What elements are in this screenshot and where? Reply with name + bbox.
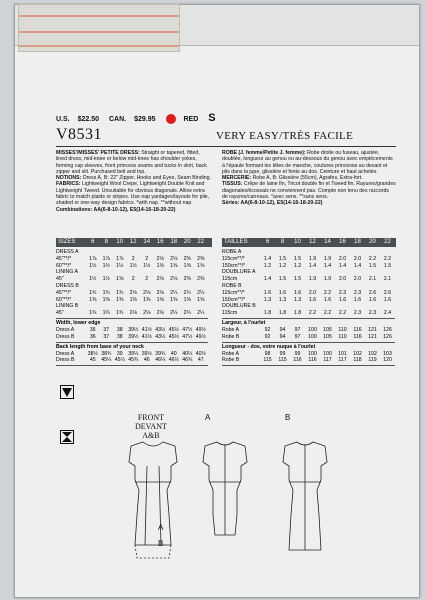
table-cell: 1.4 <box>263 255 272 262</box>
table-cell: 40½ <box>195 350 206 357</box>
table-cell: 2⅛ <box>129 289 137 296</box>
table-cell: 97 <box>294 327 301 333</box>
table-cell: 94 <box>279 333 286 340</box>
table-cell: 45½ <box>168 327 179 333</box>
row-label: 45" <box>56 276 64 283</box>
table-cell: 1½ <box>89 262 97 269</box>
size-8: 8 <box>280 239 285 245</box>
row-label: ROBE A <box>222 249 242 255</box>
price-line: U.S. $22.50 CAN. $29.95 RED S <box>56 112 216 124</box>
front-label: FRONT DEVANT A&B <box>135 413 167 440</box>
table-cell: 2.3 <box>368 310 377 317</box>
table-cell: 2.2 <box>383 255 392 262</box>
table-row <box>222 249 260 255</box>
table-cell: 1.4 <box>323 262 332 269</box>
table-cell: 38 <box>116 333 123 340</box>
table-cell: 99 <box>294 350 301 357</box>
size-22: 22 <box>384 239 391 245</box>
table-row <box>56 357 208 363</box>
red-dot-icon <box>166 114 176 124</box>
table-cell: 2.3 <box>353 310 362 317</box>
front-b-label: B <box>158 539 164 548</box>
size-20: 20 <box>183 239 191 245</box>
table-cell: 1⅝ <box>183 262 191 269</box>
table-cell: 1.5 <box>293 276 302 283</box>
row-label: 115cm**/* <box>222 289 245 296</box>
row-label: LINING B <box>56 303 79 310</box>
table-cell: 45½ <box>168 333 179 340</box>
table-cell: 2¼ <box>197 310 205 317</box>
table-cell: 2.2 <box>308 310 317 317</box>
table-row <box>222 269 260 275</box>
table-cell: 92 <box>264 327 271 333</box>
size-16: 16 <box>156 239 164 245</box>
row-label: 115cm**/* <box>222 255 245 262</box>
table-cell: 1.8 <box>263 310 272 317</box>
table-cell: 47 <box>197 357 204 364</box>
view-b-label: B <box>285 413 291 422</box>
table-cell: 1.4 <box>338 262 347 269</box>
table-cell: 126 <box>383 327 392 333</box>
table-cell: 2⅜ <box>197 255 205 262</box>
table-row <box>56 351 208 357</box>
table-cell: 118 <box>353 357 362 364</box>
size-6: 6 <box>91 239 95 245</box>
table-cell: 46 <box>143 357 150 364</box>
table-cell: 2.3 <box>353 289 362 296</box>
table-cell: 1¾ <box>102 289 110 296</box>
table-cell: 116 <box>293 357 302 364</box>
table-divider <box>222 318 395 319</box>
size-20: 20 <box>369 239 376 245</box>
table-cell: 1.5 <box>278 255 287 262</box>
table-cell: 117 <box>323 357 332 364</box>
table-divider <box>56 342 208 343</box>
table-cell: 1⅞ <box>102 255 110 262</box>
table-cell: 2 <box>145 276 149 283</box>
row-label: 150cm**/* <box>222 262 246 269</box>
table-row <box>56 263 208 269</box>
table-cell: 1.6 <box>383 296 392 303</box>
table-cell: 94 <box>279 327 286 333</box>
size-14: 14 <box>143 239 151 245</box>
table-cell: 2¼ <box>170 289 178 296</box>
table-cell: 117 <box>338 357 347 364</box>
size-12: 12 <box>309 239 316 245</box>
table-cell: 2¼ <box>183 289 191 296</box>
row-label: Dress B <box>56 357 75 364</box>
table-cell: 1.5 <box>368 262 377 269</box>
table-row <box>222 327 395 333</box>
table-row <box>222 310 395 316</box>
table-cell: 2⅛ <box>143 289 151 296</box>
table-cell: 1.9 <box>323 276 332 283</box>
table-cell: 115 <box>263 357 272 364</box>
table-cell: 2.2 <box>323 310 332 317</box>
table-cell: 1¾ <box>102 310 110 317</box>
table-section-label: Longueur - dos, votre nuque à l'ourlet <box>222 343 316 350</box>
row-label: Dress A <box>56 327 75 333</box>
table-cell: 2.1 <box>368 276 377 283</box>
table-row <box>222 351 395 357</box>
table-cell: 1⅜ <box>102 296 110 303</box>
table-cell: 1.3 <box>278 296 287 303</box>
shorten-symbol-icon <box>60 430 74 444</box>
table-cell: 2⅜ <box>183 255 191 262</box>
table-cell: 43½ <box>155 333 166 340</box>
table-cell: 1.6 <box>308 296 317 303</box>
table-cell: 1.6 <box>353 296 362 303</box>
table-cell: 1⅞ <box>116 255 124 262</box>
row-label: 115cm <box>222 276 238 283</box>
table-cell: 2.6 <box>368 289 377 296</box>
table-cell: 116 <box>308 357 317 364</box>
table-cell: 2⅛ <box>170 276 178 283</box>
table-cell: 121 <box>368 327 377 333</box>
table-cell: 1.9 <box>323 255 332 262</box>
row-label: 60"**/* <box>56 296 72 303</box>
table-cell: 1½ <box>89 276 97 283</box>
table-cell: 2 <box>145 255 149 262</box>
size-18: 18 <box>354 239 361 245</box>
table-section-label: Largeur, à l'ourlet <box>222 320 266 326</box>
row-label: Robe B <box>222 357 240 364</box>
table-cell: 1.4 <box>263 276 272 283</box>
table-cell: 2⅛ <box>143 310 151 317</box>
table-cell: 45½ <box>114 357 125 364</box>
divider <box>56 146 396 147</box>
front-a-label: A <box>158 523 164 532</box>
table-cell: 39½ <box>128 327 139 333</box>
table-cell: 1.5 <box>293 255 302 262</box>
table-cell: 47½ <box>182 333 193 340</box>
table-cell: 43½ <box>155 327 166 333</box>
table-cell: 105 <box>323 327 332 333</box>
table-cell: 2⅛ <box>156 276 164 283</box>
table-row <box>56 276 208 282</box>
table-cell: 1¾ <box>116 289 124 296</box>
row-label: DRESS B <box>56 283 79 289</box>
table-cell: 1⅝ <box>197 296 205 303</box>
table-cell: 1.5 <box>383 262 392 269</box>
row-label: LINING A <box>56 269 78 276</box>
table-row <box>222 283 260 289</box>
lengthen-symbol-icon <box>60 385 74 399</box>
table-cell: 37 <box>103 333 110 340</box>
table-cell: 2.2 <box>323 289 332 296</box>
table-cell: 2 <box>131 255 135 262</box>
table-row <box>222 357 395 363</box>
table-row <box>222 276 395 282</box>
size-22: 22 <box>197 239 205 245</box>
row-label: DRESS A <box>56 249 79 255</box>
table-cell: 100 <box>323 350 332 357</box>
row-label: 115cm <box>222 310 238 317</box>
table-cell: 1½ <box>116 262 124 269</box>
table-cell: 1⅝ <box>156 296 164 303</box>
table-cell: 47½ <box>182 327 193 333</box>
table-cell: 1⅝ <box>170 296 178 303</box>
table-cell: 1⅜ <box>116 296 124 303</box>
table-cell: 100 <box>308 327 317 333</box>
table-cell: 116 <box>353 327 362 333</box>
table-cell: 2⅛ <box>156 289 164 296</box>
table-cell: 38 <box>116 327 123 333</box>
table-cell: 1½ <box>102 262 110 269</box>
table-cell: 1.2 <box>263 262 272 269</box>
table-cell: 1.8 <box>293 310 302 317</box>
table-cell: 1⅝ <box>170 262 178 269</box>
table-cell: 38¾ <box>101 350 112 357</box>
table-cell: 110 <box>338 327 347 333</box>
table-cell: 45¾ <box>128 357 139 364</box>
table-row <box>56 327 208 333</box>
french-description: ROBE (J. femme/Petite J. femme): Robe droite ou fuseau, ajustée, doublée, longueur au genou ou au-dessous du genou avec empiècements à l'épaule formant les têtes de manche, coutures princesse au devant et plis dans la jupe, glissière et fente au dos. Ceinture et haut achetés. MERCERIE: Robe A, B: Glissière (55cm), Agrafes, Extra-fort. TISSUS: Crêpe de laine fin, Tricot double fin et Tweed fin. Rayures/grandes diagonales/écossais ne conviennent pas. Compte non tenu des raccords de rayures/carreaux. *avec sens. **sans sens. Séries: AA(6-8-10-12), E5(14-16-18-20-22) <box>222 150 396 207</box>
table-cell: 1⅝ <box>116 276 124 283</box>
table-cell: 1½ <box>102 276 110 283</box>
table-cell: 1.6 <box>368 296 377 303</box>
size-12: 12 <box>129 239 137 245</box>
table-cell: 101 <box>338 350 347 357</box>
table-cell: 40¼ <box>182 350 193 357</box>
row-label: Dress A <box>56 350 75 357</box>
table-row <box>56 310 208 316</box>
table-cell: 116 <box>353 333 362 340</box>
table-divider <box>222 342 395 343</box>
table-cell: 1.4 <box>353 262 362 269</box>
table-cell: 1½ <box>129 262 137 269</box>
table-cell: 119 <box>368 357 377 364</box>
table-cell: 41½ <box>141 327 152 333</box>
row-label: 45" <box>56 310 64 317</box>
table-cell: 2¼ <box>170 310 178 317</box>
table-cell: 120 <box>383 357 392 364</box>
table-cell: 110 <box>338 333 347 340</box>
table-cell: 2.0 <box>338 276 347 283</box>
pattern-number: V8531 <box>56 126 103 143</box>
table-cell: 2.3 <box>338 289 347 296</box>
table-row <box>56 297 208 303</box>
table-cell: 36 <box>89 327 96 333</box>
table-row <box>56 283 86 289</box>
table-cell: 2 <box>131 276 135 283</box>
table-divider <box>222 365 395 366</box>
row-label: Robe A <box>222 350 240 357</box>
table-row <box>56 334 208 340</box>
table-cell: 98 <box>264 350 271 357</box>
table-cell: 49½ <box>195 333 206 340</box>
table-cell: 1¾ <box>116 310 124 317</box>
table-row <box>56 269 86 275</box>
back-dress-b-drawing <box>283 442 327 550</box>
row-label: Dress B <box>56 333 75 340</box>
row-label: ROBE B <box>222 283 242 289</box>
size-14: 14 <box>324 239 331 245</box>
table-cell: 39¾ <box>155 350 166 357</box>
size-10: 10 <box>294 239 301 245</box>
table-cell: 2¼ <box>197 289 205 296</box>
table-row <box>56 303 86 309</box>
size-16: 16 <box>339 239 346 245</box>
table-cell: 2¼ <box>183 310 191 317</box>
row-label: 60"**/* <box>56 262 72 269</box>
table-cell: 46¼ <box>155 357 166 364</box>
table-row <box>56 249 86 255</box>
table-cell: 92 <box>264 333 271 340</box>
table-cell: 2.0 <box>308 289 317 296</box>
table-cell: 2.0 <box>353 255 362 262</box>
english-description: MISSES'/MISSES' PETITE DRESS: Straight or tapered, fitted, lined dress, mid-knee or below mid-knee has shoulder yokes, forming cap sleeves, front princess seams and tucks in skirt, back zipper and slit. Purchased belt and top. NOTIONS: Dress A, B: 22" Zipper, Hooks and Eyes, Seam Binding. FABRICS: Lightweight Wool Crepe, Lightweight Double Knit and Lightweight Tweed. Unsuitable for obvious diagonals. Allow extra fabric to match plaids or stripes. Use nap yardages/layouts for pile, shaded or one-way design fabrics. *with nap. **without nap. Combinations: AA(6-8-10-12), E5(14-16-18-20-22) <box>56 150 211 213</box>
table-cell: 41½ <box>141 333 152 340</box>
table-cell: 103 <box>383 350 392 357</box>
table-cell: 1.8 <box>278 310 287 317</box>
table-cell: 1.5 <box>278 276 287 283</box>
table-cell: 1⅝ <box>197 262 205 269</box>
table-cell: 1⅝ <box>156 262 164 269</box>
table-cell: 2⅛ <box>170 255 178 262</box>
table-cell: 2⅜ <box>197 276 205 283</box>
table-cell: 1.9 <box>308 276 317 283</box>
view-a-label: A <box>205 413 211 422</box>
table-cell: 39¼ <box>128 350 139 357</box>
table-cell: 1¾ <box>89 289 97 296</box>
table-cell: 126 <box>383 333 392 340</box>
table-cell: 115 <box>278 357 287 364</box>
table-cell: 2.0 <box>338 255 347 262</box>
table-row <box>222 297 395 303</box>
table-cell: 1.3 <box>293 296 302 303</box>
table-cell: 1.3 <box>263 296 272 303</box>
table-cell: 37 <box>103 327 110 333</box>
table-cell: 2.0 <box>353 276 362 283</box>
table-section-label: Width, lower edge <box>56 320 101 326</box>
table-cell: 1.2 <box>278 262 287 269</box>
dress-line-drawings <box>105 440 405 590</box>
table-cell: 1.9 <box>308 255 317 262</box>
table-cell: 1.6 <box>323 296 332 303</box>
table-cell: 2⅛ <box>156 310 164 317</box>
table-cell: 49½ <box>195 327 206 333</box>
table-cell: 1⅝ <box>183 296 191 303</box>
size-18: 18 <box>170 239 178 245</box>
table-cell: 2.4 <box>383 310 392 317</box>
table-row <box>222 256 395 262</box>
table-cell: 1⅜ <box>129 296 137 303</box>
row-label: 150cm**/* <box>222 296 246 303</box>
table-cell: 2⅜ <box>183 276 191 283</box>
table-cell: 2.2 <box>368 255 377 262</box>
table-cell: 39½ <box>141 350 152 357</box>
table-cell: 1.2 <box>293 262 302 269</box>
table-cell: 46½ <box>168 357 179 364</box>
table-cell: 1.6 <box>278 289 287 296</box>
row-label: Robe B <box>222 333 240 340</box>
table-cell: 1⅜ <box>143 296 151 303</box>
size-header-french: TAILLES 6 8 10 12 14 16 18 20 22 <box>222 238 396 247</box>
size-header-english: SIZES 6 8 10 12 14 16 18 20 22 <box>56 238 212 247</box>
table-cell: 102 <box>353 350 362 357</box>
table-row <box>56 256 208 262</box>
front-dress-drawing <box>129 442 177 558</box>
table-cell: 46¾ <box>182 357 193 364</box>
table-cell: 39 <box>116 350 123 357</box>
table-cell: 1.4 <box>308 262 317 269</box>
back-dress-a-drawing <box>203 442 247 535</box>
table-row <box>222 290 395 296</box>
row-label: 45"**/* <box>56 289 72 296</box>
table-cell: 2.2 <box>338 310 347 317</box>
table-cell: 45 <box>89 357 96 364</box>
table-cell: 1¾ <box>89 310 97 317</box>
size-8: 8 <box>104 239 108 245</box>
table-row <box>222 303 260 309</box>
table-cell: 38½ <box>87 350 98 357</box>
table-section-label: Back length from base of your neck <box>56 343 144 350</box>
table-cell: 99 <box>279 350 286 357</box>
difficulty-rating: VERY EASY/TRÈS FACILE <box>216 130 354 142</box>
table-cell: 36 <box>89 333 96 340</box>
row-label: DOUBLURE B <box>222 303 256 310</box>
row-label: Robe A <box>222 327 240 333</box>
table-cell: 100 <box>308 333 317 340</box>
table-cell: 1.6 <box>263 289 272 296</box>
table-cell: 121 <box>368 333 377 340</box>
table-cell: 97 <box>294 333 301 340</box>
table-cell: 100 <box>308 350 317 357</box>
table-cell: 2.1 <box>383 276 392 283</box>
table-cell: 1⅞ <box>89 255 97 262</box>
table-cell: 39½ <box>128 333 139 340</box>
table-divider <box>56 318 208 319</box>
table-cell: 2.6 <box>383 289 392 296</box>
table-cell: 102 <box>368 350 377 357</box>
table-cell: 105 <box>323 333 332 340</box>
table-cell: 1⅜ <box>89 296 97 303</box>
table-cell: 2⅛ <box>129 310 137 317</box>
table-row <box>222 334 395 340</box>
torn-price-strip <box>18 4 180 52</box>
table-cell: 1.6 <box>338 296 347 303</box>
table-cell: 1.6 <box>293 289 302 296</box>
table-divider <box>56 365 208 366</box>
row-label: 45"**/* <box>56 255 72 262</box>
table-row <box>56 290 208 296</box>
table-row <box>222 263 395 269</box>
row-label: DOUBLURE A <box>222 269 256 276</box>
table-cell: 45¼ <box>101 357 112 364</box>
size-6: 6 <box>265 239 270 245</box>
table-cell: 40 <box>170 350 177 357</box>
size-10: 10 <box>116 239 124 245</box>
table-cell: 1½ <box>143 262 151 269</box>
table-cell: 2⅛ <box>156 255 164 262</box>
